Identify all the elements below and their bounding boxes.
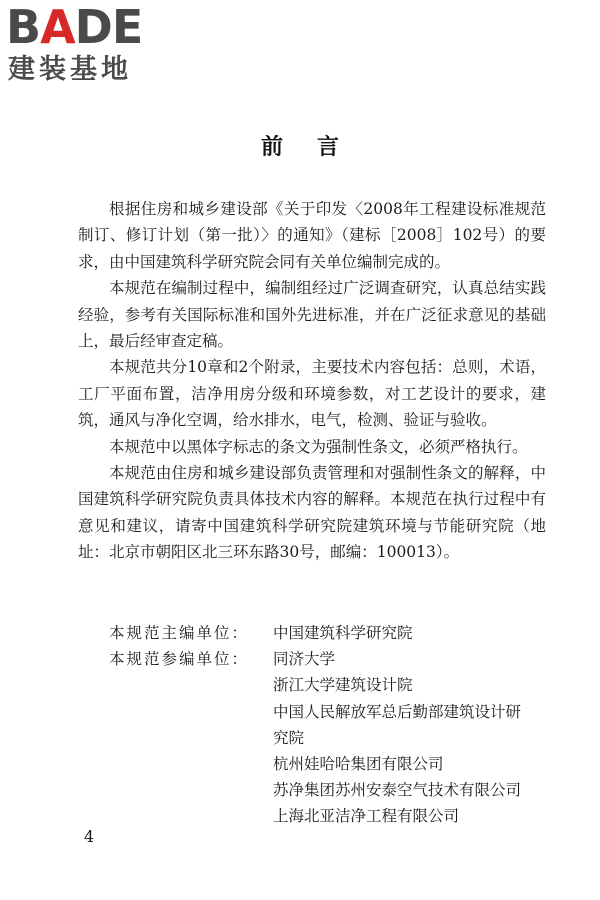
paragraph-1: 根据住房和城乡建设部《关于印发〈2008年工程建设标准规范制订、修订计划（第一批）〉的通知》（建标［2008］102号）的要求，由中国建筑科学研究院会同有关单位编制完成的。 [78, 200, 546, 271]
editing-units [78, 620, 558, 830]
unit-name: 浙江大学建筑设计院 [273, 676, 413, 695]
chief-unit-row [78, 620, 558, 646]
unit-name: 中国人民解放军总后勤部建筑设计研 [273, 702, 522, 721]
page-title: 前言 [260, 134, 373, 160]
chief-unit-label: 本规范主编单位： [109, 624, 250, 642]
unit-name: 上海北亚洁净工程有限公司 [273, 807, 460, 826]
unit-name: 杭州娃哈哈集团有限公司 [273, 755, 444, 774]
logo-accent-letter: A [40, 0, 75, 54]
preface-body [78, 196, 546, 566]
unit-name: 究院 [273, 728, 305, 747]
page-number: 4 [84, 827, 95, 846]
paragraph-3: 本规范共分10章和2个附录，主要技术内容包括：总则，术语，工厂平面布置，洁净用房分级和环境参数，对工艺设计的要求，建筑，通风与净化空调，给水排水，电气，检测、验证与验收。 [78, 358, 546, 430]
paragraph-2: 本规范在编制过程中，编制组经过广泛调查研究，认真总结实践经验，参考有关国际标准和国外先进标准，并在广泛征求意见的基础上，最后经审查定稿。 [78, 279, 546, 351]
participating-units-label: 本规范参编单位： [109, 650, 250, 669]
unit-name: 苏净集团苏州安泰空气技术有限公司 [273, 781, 522, 800]
logo-subtitle: 建装基地 [8, 54, 132, 85]
chief-unit-name: 中国建筑科学研究院 [273, 624, 413, 642]
unit-name: 同济大学 [273, 650, 336, 669]
participating-units-list [273, 646, 558, 829]
bade-logo [6, 2, 176, 92]
paragraph-5: 本规范由住房和城乡建设部负责管理和对强制性条文的解释，中国建筑科学研究院负责具体技术内容的解释。本规范在执行过程中有意见和建议，请寄中国建筑科学研究院建筑环境与节能研究院（地址：北京市朝阳区北三环东路30号，邮编：100013）。 [78, 464, 546, 562]
logo-wordmark: BADE [6, 0, 143, 54]
paragraph-4: 本规范中以黑体字标志的条文为强制性条文，必须严格执行。 [109, 437, 528, 456]
participating-units-row [78, 646, 558, 829]
